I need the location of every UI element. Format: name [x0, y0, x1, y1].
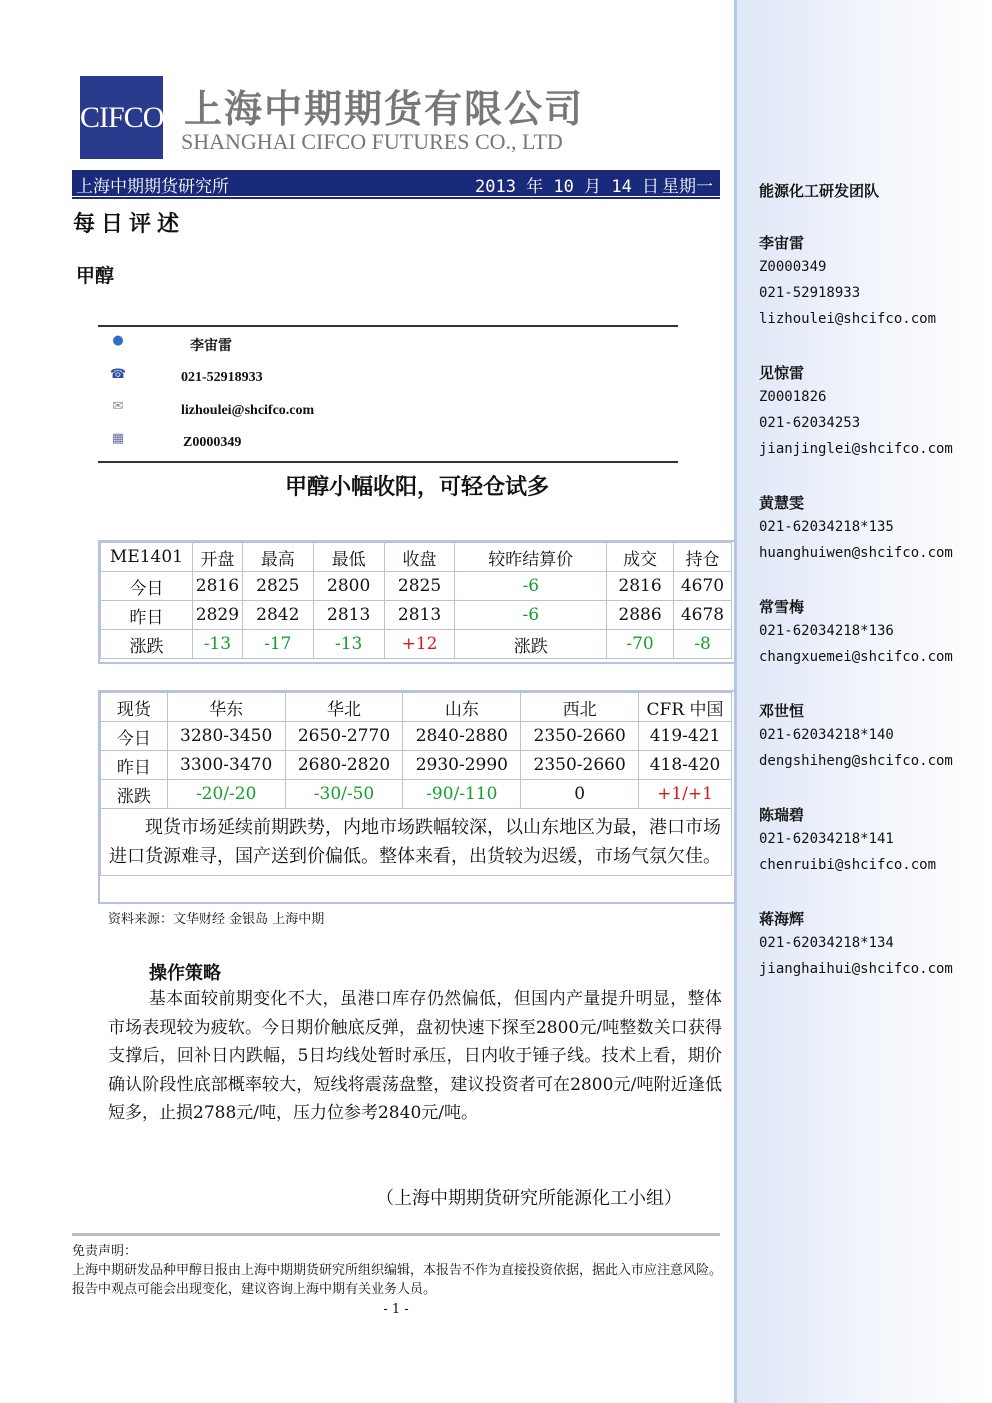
table-header-cell: 华东: [167, 693, 285, 722]
header-divider: [72, 197, 720, 199]
spot-table: [100, 692, 732, 876]
team-member-name: 蒋海辉: [759, 910, 805, 928]
table-row: [101, 809, 732, 876]
table-cell: 3280-3450: [167, 722, 285, 751]
author-signature: （上海中期期货研究所能源化工小组）: [376, 1188, 682, 1209]
table-cell: 2842: [242, 601, 313, 630]
company-logo: CIFCO: [80, 76, 163, 159]
disclaimer: [72, 1242, 722, 1299]
mail-icon: ✉: [112, 399, 124, 414]
table-cell: 今日: [101, 572, 193, 601]
table-row: [101, 751, 732, 780]
table-row: [101, 543, 732, 572]
team-member-phone: 021-62034218*141: [759, 831, 894, 847]
header-bar: [72, 170, 720, 196]
company-name-en: SHANGHAI CIFCO FUTURES CO., LTD: [181, 129, 563, 154]
disclaimer-title: 免责声明：: [72, 1244, 138, 1259]
table-header-cell: 现货: [101, 693, 168, 722]
table-cell: 涨跌: [101, 780, 168, 809]
team-member-phone: 021-62034253: [759, 415, 861, 431]
table-cell: 2825: [242, 572, 313, 601]
table-header-cell: 华北: [285, 693, 403, 722]
table-header-cell: 成交: [607, 543, 674, 572]
table-cell: +1/+1: [639, 780, 732, 809]
table-cell: -6: [455, 601, 607, 630]
table-cell: -6: [455, 572, 607, 601]
table-cell: -70: [607, 630, 674, 659]
team-member-phone: 021-62034218*135: [759, 519, 894, 535]
table-cell: -30/-50: [285, 780, 403, 809]
futures-table: [100, 542, 732, 659]
table-row: [101, 722, 732, 751]
table-header-cell: 较昨结算价: [455, 543, 607, 572]
product-title: 甲醇: [76, 265, 115, 287]
table-cell: 2886: [607, 601, 674, 630]
table-cell: -20/-20: [167, 780, 285, 809]
table-cell: -17: [242, 630, 313, 659]
table-header-cell: 山东: [403, 693, 521, 722]
report-weekday: 星期一: [662, 177, 713, 197]
table-header-cell: CFR 中国: [639, 693, 732, 722]
footer-divider: [72, 1233, 720, 1236]
table-cell: 2930-2990: [403, 751, 521, 780]
table-cell: -90/-110: [403, 780, 521, 809]
table-row: [101, 572, 732, 601]
table-cell: 3300-3470: [167, 751, 285, 780]
table-cell: 2800: [313, 572, 384, 601]
table-header-cell: 最高: [242, 543, 313, 572]
team-member-phone: 021-52918933: [759, 285, 861, 301]
table-cell: 2825: [384, 572, 455, 601]
table-cell: 4670: [674, 572, 732, 601]
phone-icon: ☎: [109, 367, 127, 382]
table-cell: 涨跌: [455, 630, 607, 659]
table-header-cell: 持仓: [674, 543, 732, 572]
team-member-email[interactable]: lizhoulei@shcifco.com: [759, 311, 937, 327]
strategy-body: 基本面较前期变化不大，虽港口库存仍然偏低，但国内产量提升明显，整体市场表现较为疲软。今日期价触底反弹，盘初快速下探至2800元/吨整数关口获得支撑后，回补日内跌幅，5日均线处暂时承压，日内收于锤子线。技术上看，期价确认阶段性底部概率较大，短线将震荡盘整，建议投资者可在2800元/吨附近逢低短多，止损2788元/吨，压力位参考2840元/吨。: [108, 989, 722, 1123]
spot-comment: 现货市场延续前期跌势，内地市场跌幅较深，以山东地区为最，港口市场进口货源难寻，国产送到价偏低。整体来看，出货较为迟缓，市场气氛欠佳。: [101, 809, 732, 876]
team-member-email[interactable]: jianghaihui@shcifco.com: [759, 961, 953, 977]
team-member-phone: 021-62034218*140: [759, 727, 894, 743]
team-member-name: 邓世恒: [759, 702, 805, 720]
company-name-cn: 上海中期期货有限公司: [184, 87, 585, 131]
table-cell: 涨跌: [101, 630, 193, 659]
table-header-cell: 最低: [313, 543, 384, 572]
team-member-license: Z0001826: [759, 389, 827, 405]
table-cell: 419-421: [639, 722, 732, 751]
analyst-name: 李宙雷: [190, 339, 232, 354]
strategy-title: 操作策略: [149, 963, 221, 984]
table-cell: 今日: [101, 722, 168, 751]
report-date: 2013 年 10 月 14 日: [475, 177, 660, 197]
team-title: 能源化工研发团队: [759, 182, 880, 200]
analyst-phone: 021-52918933: [181, 370, 263, 385]
team-member-name: 陈瑞碧: [759, 806, 805, 824]
team-member-email[interactable]: jianjinglei@shcifco.com: [759, 441, 953, 457]
disclaimer-text: 上海中期研发品种甲醇日报由上海中期期货研究所组织编辑，本报告不作为直接投资依据，据此入市应注意风险。报告中观点可能会出现变化，建议咨询上海中期有关业务人员。: [72, 1263, 723, 1297]
page-number: - 1 -: [383, 1302, 409, 1317]
headline: 甲醇小幅收阳，可轻仓试多: [284, 474, 549, 500]
table-cell: 2813: [384, 601, 455, 630]
analyst-contact-box: [98, 325, 678, 463]
team-member-email[interactable]: huanghuiwen@shcifco.com: [759, 545, 953, 561]
table-header-cell: ME1401: [101, 543, 193, 572]
team-member-phone: 021-62034218*134: [759, 935, 894, 951]
table-row: [101, 630, 732, 659]
team-member-name: 常雪梅: [759, 598, 805, 616]
table-cell: 2816: [192, 572, 242, 601]
table-cell: -8: [674, 630, 732, 659]
table-cell: 2650-2770: [285, 722, 403, 751]
table-cell: 昨日: [101, 751, 168, 780]
team-member-name: 见惊雷: [759, 364, 805, 382]
table-cell: 2816: [607, 572, 674, 601]
table-cell: 2840-2880: [403, 722, 521, 751]
data-source: 资料来源：文华财经 金银岛 上海中期: [108, 912, 325, 927]
table-header-cell: 开盘: [192, 543, 242, 572]
team-member-email[interactable]: dengshiheng@shcifco.com: [759, 753, 953, 769]
table-cell: 0: [521, 780, 639, 809]
team-member-name: 黄慧雯: [759, 494, 805, 512]
team-member-phone: 021-62034218*136: [759, 623, 894, 639]
table-cell: 2813: [313, 601, 384, 630]
table-cell: -13: [192, 630, 242, 659]
team-member-email[interactable]: changxuemei@shcifco.com: [759, 649, 953, 665]
license-icon: ▦: [111, 431, 125, 446]
table-cell: 昨日: [101, 601, 193, 630]
table-cell: 4678: [674, 601, 732, 630]
table-header-cell: 西北: [521, 693, 639, 722]
section-title: 每日评述: [73, 211, 186, 237]
table-row: [101, 601, 732, 630]
team-member-email[interactable]: chenruibi@shcifco.com: [759, 857, 937, 873]
team-member-name: 李宙雷: [759, 234, 805, 252]
table-cell: 2680-2820: [285, 751, 403, 780]
team-member-license: Z0000349: [759, 259, 827, 275]
table-row: [101, 780, 732, 809]
table-row: [101, 693, 732, 722]
table-cell: 418-420: [639, 751, 732, 780]
table-cell: 2350-2660: [521, 751, 639, 780]
table-cell: 2350-2660: [521, 722, 639, 751]
table-cell: 2829: [192, 601, 242, 630]
table-header-cell: 收盘: [384, 543, 455, 572]
institute-name: 上海中期期货研究所: [76, 177, 229, 197]
analyst-license: Z0000349: [183, 435, 242, 450]
analyst-email[interactable]: lizhoulei@shcifco.com: [181, 403, 315, 418]
table-cell: -13: [313, 630, 384, 659]
person-icon: ●: [112, 333, 124, 348]
table-cell: +12: [384, 630, 455, 659]
